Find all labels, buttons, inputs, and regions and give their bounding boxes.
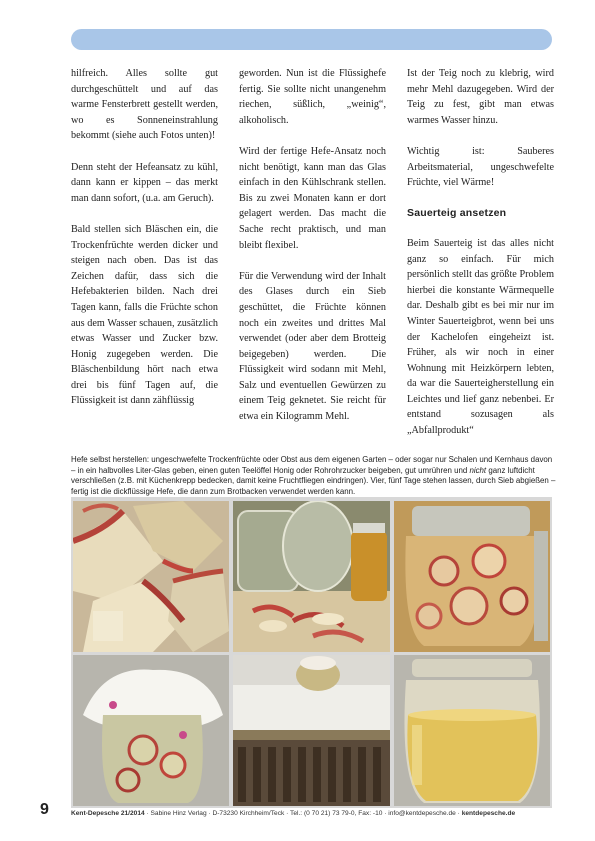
photo-grid bbox=[71, 497, 552, 808]
header-accent-bar bbox=[71, 29, 552, 50]
paragraph: Denn steht der Hefeansatz zu kühl, dann kann er kippen – das merkt man dann sofort, (u.a. am Geruch). bbox=[71, 161, 218, 204]
footer-issue: Kent-Depesche 21/2014 bbox=[71, 810, 145, 817]
paragraph: Beim Sauerteig ist das alles nicht ganz so einfach. Für mich persönlich stellt das größte Problem hierbei die konstante Wärmequelle dar. Deshalb gibt es bei mir nur im Winter Sauerteigbrot, wenn bei uns der Kachelofen eingeheizt ist. Früher, als wir noch in einer Wohnung mit Heizkörpern lebten, da war die Sauerteigherstellung ein Leichtes und lief ganz nebenbei. Er entstand sozusagen als „Abfallprodukt“ bbox=[407, 237, 554, 437]
caption-text: Hefe selbst herstellen: ungeschwefelte Trockenfrüchte oder Obst aus dem eigenen Garten – oder sogar nur Schalen und Kernhaus davon – in ein halbvolles Liter-Glas geben, einen guten Teelöffel Honig oder Rohrohrzucker beigeben, gut umrühren und bbox=[71, 455, 553, 475]
text-column-1 bbox=[71, 66, 218, 425]
page-number: 9 bbox=[40, 801, 49, 818]
photo-jar-and-slices bbox=[233, 501, 390, 652]
section-heading: Sauerteig ansetzen bbox=[407, 207, 507, 220]
paragraph: Wird der fertige Hefe-Ansatz noch nicht benötigt, kann man das Glas einfach in den Kühlschrank stellen. Bis zu zwei Monaten kann er dort gelagert werden. Das macht die Sache recht praktisch, und man bleibt flexibel. bbox=[239, 145, 386, 251]
photo-jar-on-windowsill bbox=[233, 655, 390, 806]
caption-text: ganz luftdicht verschließen (z.B. mit Küchenkrepp bedecken, damit keine Fruchtfliegen eindringen). Vier, fünf Tage stehen lassen, durch Sieb abgießen – fertig ist die dickflüssige Hefe, die dann zum Brotbacken verwendet werden kann. bbox=[71, 465, 556, 496]
paragraph: Wichtig ist: Sauberes Arbeitsmaterial, ungeschwefelte Früchte, viel Wärme! bbox=[407, 145, 554, 189]
paragraph: Für die Verwendung wird der Inhalt des Glases durch ein Sieb geschüttet, die Früchte können noch ein zweites und drittes Mal verwendet (oder aber dem Brotteig beigegeben) werden. Die Flüssigkeit wird sodann mit Mehl, Salz und eventuellen Gewürzen zu einem Teig geknetet. Sie reicht für etwa ein Kilogramm Mehl. bbox=[239, 270, 386, 423]
photo-finished-yeast bbox=[394, 655, 550, 806]
photo-covered-jar bbox=[73, 655, 229, 806]
paragraph: Ist der Teig noch zu klebrig, wird mehr Mehl dazugegeben. Wird der Teig zu fest, gibt man etwas warmes Wasser hinzu. bbox=[407, 68, 554, 126]
footer-website: kentdepesche.de bbox=[461, 810, 516, 817]
photo-caption bbox=[71, 455, 557, 497]
caption-emphasis: nicht bbox=[469, 465, 487, 475]
photo-apple-pieces bbox=[73, 501, 229, 652]
footer-publisher: · Sabine Hinz Verlag · D-73230 Kirchheim/Teck · Tel.: (0 70 21) 73 79-0, Fax: -10 · info@kentdepesche.de · bbox=[144, 810, 462, 817]
paragraph: geworden. Nun ist die Flüssighefe fertig. Sie sollte nicht unangenehm riechen, süßlich, „weinig“, alkoholisch. bbox=[239, 68, 386, 126]
paragraph: hilfreich. Alles sollte gut durchgeschüttelt und auf das warme Fensterbrett gestellt werden, wo es Sonneneinstrahlung bekommt (siehe auch Fotos unten)! bbox=[71, 68, 218, 142]
paragraph: Bald stellen sich Bläschen ein, die Trockenfrüchte werden dicker und steigen nach oben. Das ist das Zeichen dafür, dass sich die Hefebakterien bilden. Nach drei Tagen kann, falls die Früchte schon aus dem Wasser schauen, zusätzlich etwas Wasser und Zucker bzw. Honig zugegeben werden. Die Bläschenbildung hört nach etwa drei bis fünf Tagen auf, die Flüssigkeit ist dann zähflüssig bbox=[71, 223, 218, 407]
text-column-2 bbox=[239, 66, 386, 440]
page-footer bbox=[71, 810, 557, 817]
photo-jar-with-apples bbox=[394, 501, 550, 652]
text-column-3 bbox=[407, 66, 554, 454]
